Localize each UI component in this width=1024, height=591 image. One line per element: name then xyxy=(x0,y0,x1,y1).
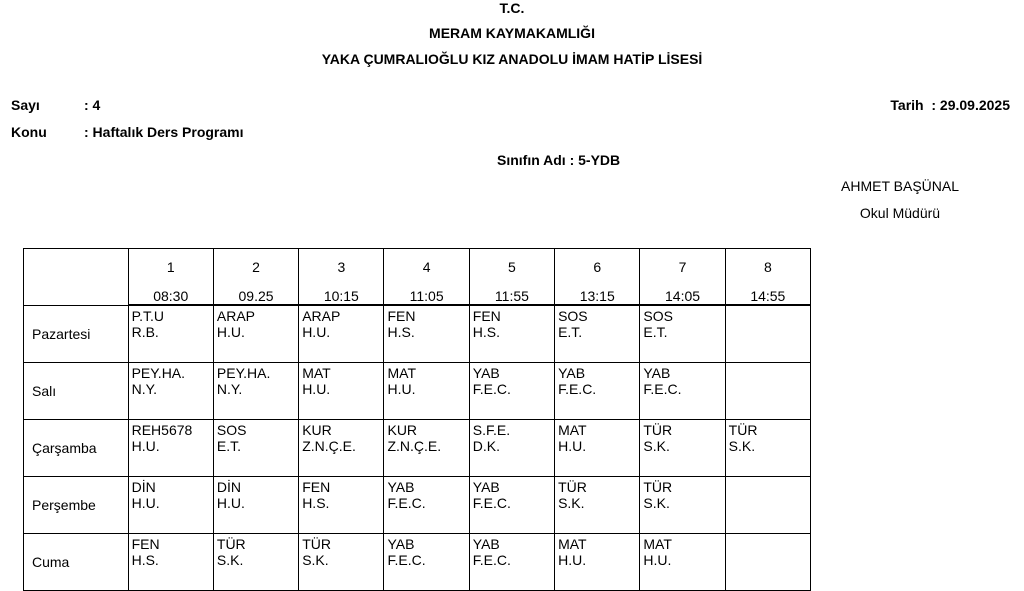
period-time: 09.25 xyxy=(238,288,274,304)
lesson-cell xyxy=(299,306,384,363)
lesson-subject: KUR xyxy=(387,422,418,438)
lesson-teacher: S.K. xyxy=(643,495,670,511)
lesson-teacher: H.U. xyxy=(558,552,587,568)
lesson-cell xyxy=(299,420,384,477)
sayi-label: Sayı xyxy=(11,97,40,113)
lesson-cell xyxy=(725,477,810,534)
lesson-teacher: H.U. xyxy=(216,324,245,340)
lesson-subject: FEN xyxy=(387,308,416,324)
lesson-teacher: E.T. xyxy=(558,324,583,340)
lesson-teacher: D.K. xyxy=(472,438,501,454)
period-header-5 xyxy=(469,249,554,306)
lesson-cell xyxy=(384,363,469,420)
lesson-teacher: R.B. xyxy=(131,324,159,340)
lesson-teacher: F.E.C. xyxy=(558,381,597,397)
lesson-subject: YAB xyxy=(558,365,586,381)
period-number: 1 xyxy=(166,259,175,275)
lesson-subject: PEY.HA. xyxy=(216,365,271,381)
lesson-cell xyxy=(299,477,384,534)
lesson-teacher: H.U. xyxy=(558,438,587,454)
lesson-subject: TÜR xyxy=(216,536,246,552)
konu-label: Konu xyxy=(11,124,47,140)
lesson-subject: MAT xyxy=(643,536,672,552)
lesson-cell xyxy=(469,477,554,534)
lesson-cell xyxy=(213,363,298,420)
lesson-cell xyxy=(384,420,469,477)
day-name: Pazartesi xyxy=(24,306,129,363)
class-name: Sınıfın Adı : 5-YDB xyxy=(497,152,621,168)
lesson-subject: FEN xyxy=(302,479,331,495)
signature-title: Okul Müdürü xyxy=(859,205,941,221)
lesson-subject: FEN xyxy=(472,308,501,324)
period-header-row xyxy=(24,249,811,306)
lesson-teacher: S.K. xyxy=(216,552,244,568)
lesson-teacher: F.E.C. xyxy=(643,381,682,397)
sayi-value: : 4 xyxy=(84,97,101,113)
lesson-subject: DİN xyxy=(216,479,242,495)
lesson-teacher: H.S. xyxy=(302,495,330,511)
corner-cell xyxy=(24,249,129,306)
lesson-subject: MAT xyxy=(558,536,587,552)
period-number: 3 xyxy=(337,259,346,275)
period-time: 11:05 xyxy=(409,288,444,304)
lesson-cell xyxy=(213,420,298,477)
period-time: 13:15 xyxy=(579,288,615,304)
lesson-cell xyxy=(384,477,469,534)
lesson-cell xyxy=(384,534,469,591)
lesson-subject: YAB xyxy=(472,479,500,495)
time-underline xyxy=(384,304,468,305)
lesson-teacher: F.E.C. xyxy=(387,552,426,568)
day-name: Perşembe xyxy=(24,477,129,534)
period-number: 4 xyxy=(422,259,431,275)
tarih-label: Tarih xyxy=(890,97,924,113)
lesson-subject: YAB xyxy=(387,536,415,552)
lesson-cell xyxy=(640,420,725,477)
period-time: 11:55 xyxy=(494,288,529,304)
lesson-cell xyxy=(299,534,384,591)
lesson-cell xyxy=(725,534,810,591)
header-tc: T.C. xyxy=(499,0,525,16)
lesson-cell xyxy=(725,420,810,477)
lesson-cell xyxy=(469,534,554,591)
lesson-cell xyxy=(128,420,213,477)
lesson-teacher: S.K. xyxy=(558,495,585,511)
lesson-subject: PEY.HA. xyxy=(131,365,186,381)
lesson-teacher: S.K. xyxy=(643,438,670,454)
lesson-subject: SOS xyxy=(643,308,673,324)
lesson-cell xyxy=(555,363,640,420)
lesson-teacher: H.U. xyxy=(387,381,416,397)
period-number: 7 xyxy=(678,259,687,275)
lesson-teacher: F.E.C. xyxy=(472,495,511,511)
lesson-subject: ARAP xyxy=(302,308,341,324)
lesson-teacher: H.S. xyxy=(472,324,501,340)
lesson-teacher: H.S. xyxy=(131,552,159,568)
lesson-teacher: H.U. xyxy=(131,495,160,511)
lesson-teacher: H.S. xyxy=(387,324,415,340)
signature-name: AHMET BAŞÜNAL xyxy=(841,178,959,194)
period-number: 8 xyxy=(763,259,772,275)
time-underline xyxy=(299,304,383,305)
tarih-value: : 29.09.2025 xyxy=(931,97,1010,113)
lesson-cell xyxy=(725,363,810,420)
period-header-2 xyxy=(213,249,298,306)
lesson-cell xyxy=(640,306,725,363)
lesson-cell xyxy=(128,534,213,591)
lesson-subject: DİN xyxy=(131,479,156,495)
lesson-subject: TÜR xyxy=(643,422,673,438)
lesson-teacher: S.K. xyxy=(728,438,756,454)
lesson-subject: S.F.E. xyxy=(472,422,511,438)
time-underline xyxy=(640,304,724,305)
period-header-6 xyxy=(555,249,640,306)
lesson-teacher: N.Y. xyxy=(216,381,243,397)
lesson-subject: YAB xyxy=(472,536,500,552)
lesson-teacher: H.U. xyxy=(131,438,160,454)
lesson-teacher: H.U. xyxy=(216,495,245,511)
lesson-cell xyxy=(469,363,554,420)
period-time: 08:30 xyxy=(153,288,189,304)
lesson-subject: P.T.U xyxy=(131,308,165,324)
lesson-teacher: H.U. xyxy=(302,324,331,340)
lesson-teacher: F.E.C. xyxy=(472,552,511,568)
lesson-subject: TÜR xyxy=(643,479,673,495)
day-row xyxy=(24,477,811,534)
day-name: Salı xyxy=(24,363,129,420)
lesson-subject: KUR xyxy=(302,422,332,438)
lesson-cell xyxy=(640,363,725,420)
time-underline xyxy=(555,304,639,305)
tarih xyxy=(890,97,1010,114)
lesson-teacher: F.E.C. xyxy=(387,495,426,511)
lesson-teacher: E.T. xyxy=(216,438,242,454)
header-school-name: YAKA ÇUMRALIOĞLU KIZ ANADOLU İMAM HATİP LİSESİ xyxy=(321,51,703,67)
lesson-teacher: E.T. xyxy=(643,324,668,340)
lesson-cell xyxy=(128,363,213,420)
lesson-teacher: S.K. xyxy=(302,552,329,568)
time-underline xyxy=(726,304,810,305)
lesson-cell xyxy=(213,306,298,363)
lesson-subject: REH5678 xyxy=(131,422,193,438)
lesson-teacher: Z.N.Ç.E. xyxy=(387,438,442,454)
lesson-teacher: Z.N.Ç.E. xyxy=(302,438,356,454)
period-header-1 xyxy=(128,249,213,306)
lesson-teacher: H.U. xyxy=(302,381,331,397)
period-header-8 xyxy=(725,249,810,306)
period-number: 5 xyxy=(508,259,516,275)
lesson-subject: TÜR xyxy=(728,422,758,438)
lesson-cell xyxy=(555,420,640,477)
day-row xyxy=(24,306,811,363)
lesson-cell xyxy=(213,477,298,534)
period-time: 14:55 xyxy=(750,288,786,304)
lesson-subject: MAT xyxy=(558,422,587,438)
header-kaymakamlik: MERAM KAYMAKAMLIĞI xyxy=(429,25,595,41)
lesson-cell xyxy=(128,306,213,363)
day-row xyxy=(24,420,811,477)
lesson-teacher: N.Y. xyxy=(131,381,158,397)
lesson-subject: YAB xyxy=(387,479,415,495)
time-underline xyxy=(214,304,298,305)
lesson-subject: TÜR xyxy=(558,479,587,495)
lesson-teacher: F.E.C. xyxy=(472,381,511,397)
lesson-subject: SOS xyxy=(216,422,247,438)
lesson-subject: FEN xyxy=(131,536,160,552)
lesson-cell xyxy=(213,534,298,591)
lesson-subject: YAB xyxy=(643,365,671,381)
period-time: 14:05 xyxy=(665,288,701,304)
period-header-3 xyxy=(299,249,384,306)
period-number: 2 xyxy=(252,259,260,275)
lesson-teacher: H.U. xyxy=(643,552,672,568)
time-underline xyxy=(470,304,554,305)
period-number: 6 xyxy=(593,259,602,275)
day-row xyxy=(24,363,811,420)
lesson-subject: YAB xyxy=(472,365,500,381)
lesson-cell xyxy=(384,306,469,363)
lesson-subject: MAT xyxy=(302,365,331,381)
lesson-cell xyxy=(555,534,640,591)
lesson-subject: MAT xyxy=(387,365,416,381)
period-header-7 xyxy=(640,249,725,306)
lesson-subject: ARAP xyxy=(216,308,256,324)
lesson-cell xyxy=(640,534,725,591)
lesson-subject: SOS xyxy=(558,308,588,324)
lesson-cell xyxy=(128,477,213,534)
lesson-cell xyxy=(469,306,554,363)
schedule-table xyxy=(23,248,811,591)
lesson-subject: TÜR xyxy=(302,536,331,552)
day-name: Cuma xyxy=(24,534,129,591)
day-row xyxy=(24,534,811,591)
period-header-4 xyxy=(384,249,469,306)
lesson-cell xyxy=(640,477,725,534)
lesson-cell xyxy=(299,363,384,420)
time-underline xyxy=(129,304,213,305)
period-time: 10:15 xyxy=(323,288,359,304)
konu-value: : Haftalık Ders Programı xyxy=(84,124,244,140)
lesson-cell xyxy=(555,477,640,534)
lesson-cell xyxy=(469,420,554,477)
lesson-cell xyxy=(725,306,810,363)
day-name: Çarşamba xyxy=(24,420,129,477)
lesson-cell xyxy=(555,306,640,363)
